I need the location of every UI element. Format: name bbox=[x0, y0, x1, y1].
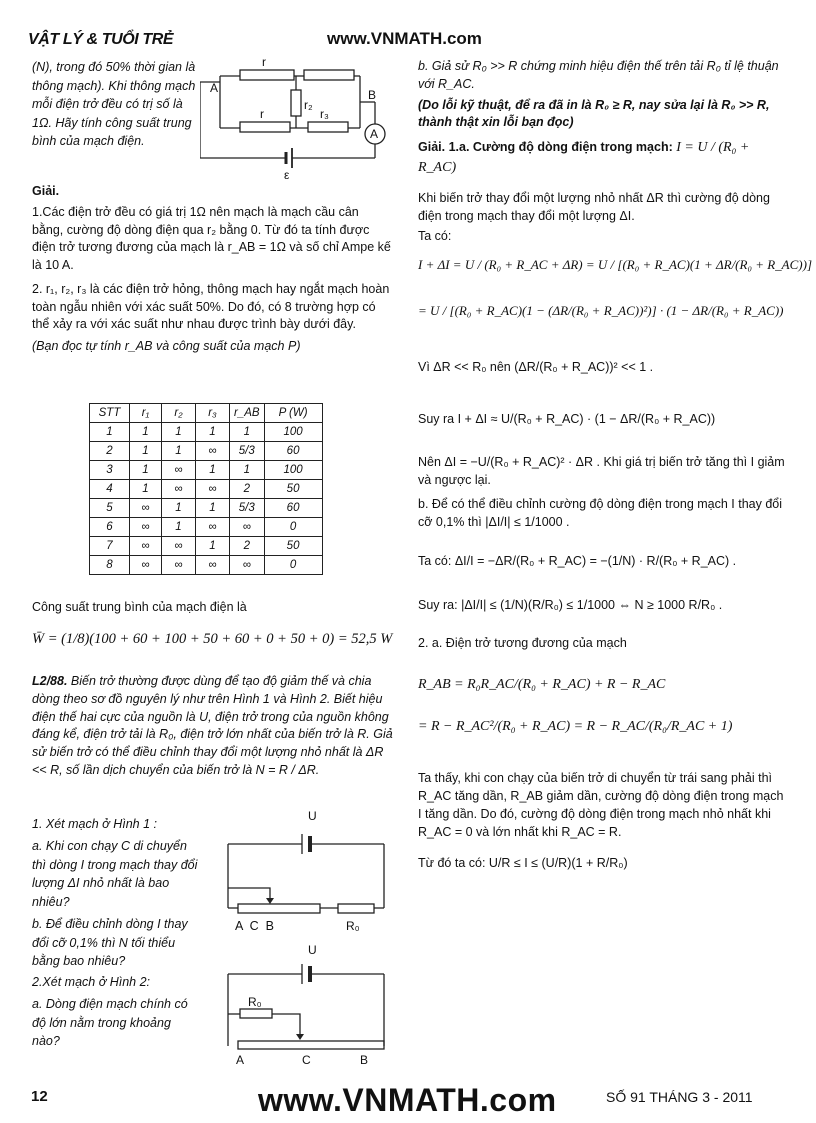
table-cell: 7 bbox=[90, 537, 130, 556]
ammeter-label: A bbox=[370, 127, 379, 141]
eq-approx: Suy ra I + ΔI ≈ U/(R₀ + R_AC) · (1 − ΔR/(R₀ + R_AC)) bbox=[418, 411, 716, 426]
table-cell: ∞ bbox=[196, 442, 230, 461]
fig1-rheostat bbox=[238, 904, 320, 913]
fig2-R0-label: R₀ bbox=[248, 995, 262, 1009]
left-solution bbox=[32, 183, 392, 359]
fig2-rheostat bbox=[238, 1041, 384, 1049]
delta-explanation: Khi biến trở thay đổi một lượng nhỏ nhất ΔR thì cường độ dòng điện trong mạch thay đổi một lượng ΔI. bbox=[418, 190, 770, 223]
fig2-load-resistor bbox=[240, 1009, 272, 1018]
table-cell: ∞ bbox=[130, 518, 162, 537]
errata-note: (Do lỗi kỹ thuật, để ra đã in là R₀ ≥ R, nay sửa lại là R₀ >> R, thành thật xin lỗi bạn đọc) bbox=[418, 97, 770, 130]
intro-text: (N), trong đó 50% thời gian là thông mạch). Khi thông mạch mỗi điện trở đều có trị số là 1Ω. Hãy tính công suất trung bình của mạch điện. bbox=[32, 60, 196, 148]
table-row bbox=[90, 461, 323, 480]
fig1-U-label: U bbox=[308, 809, 317, 823]
table-cell: 5/3 bbox=[230, 442, 265, 461]
eq-RAB-2: = R − R_AC²/(R₀ + R_AC) = R − R_AC/(R₀/R_AC + 1) bbox=[418, 718, 733, 734]
fig1-R0-label: R₀ bbox=[346, 919, 360, 933]
analysis-text: Ta thấy, khi con chạy của biến trở di chuyển từ trái sang phải thì R_AC tăng dần, R_AB giảm dần, cường độ dòng điện trong mạch I tăng dần. Do đó, cường độ dòng điện trong mạch nhỏ nhất khi R_AC = 0 và lớn nhất khi R_AC = R. bbox=[418, 771, 784, 839]
table-row bbox=[90, 537, 323, 556]
table-cell: 50 bbox=[264, 480, 322, 499]
table-cell: 2 bbox=[90, 442, 130, 461]
table-cell: ∞ bbox=[130, 537, 162, 556]
table-cell: 1 bbox=[90, 423, 130, 442]
table-cell: 1 bbox=[196, 537, 230, 556]
table-cell: 2 bbox=[230, 537, 265, 556]
site-url-header[interactable]: www.VNMATH.com bbox=[327, 29, 482, 48]
average-power-block bbox=[32, 599, 392, 655]
resistor-r-label: r bbox=[262, 55, 266, 69]
site-url-footer[interactable]: www.VNMATH.com bbox=[258, 1082, 557, 1118]
page-number: 12 bbox=[31, 1088, 48, 1105]
table-cell: 100 bbox=[264, 461, 322, 480]
table-cell: 1 bbox=[162, 499, 196, 518]
questions-fig1 bbox=[32, 816, 202, 1054]
table-cell: 1 bbox=[130, 480, 162, 499]
table-cell: 1 bbox=[130, 423, 162, 442]
col-header: r_AB bbox=[230, 404, 265, 423]
table-cell: 1 bbox=[230, 461, 265, 480]
fig2-U-label: U bbox=[308, 943, 317, 957]
reader-note: (Bạn đọc tự tính r_AB và công suất của mạch P) bbox=[32, 339, 301, 353]
fig1-load-resistor bbox=[338, 904, 374, 913]
question-1: 1. Xét mạch ở Hình 1 : bbox=[32, 817, 157, 831]
col-header: STT bbox=[90, 404, 130, 423]
eq-ratio: Ta có: ΔI/I = −ΔR/(R₀ + R_AC) = −(1/N) · R/(R₀ + R_AC) . bbox=[418, 554, 737, 569]
table-cell: ∞ bbox=[162, 556, 196, 575]
node-B-label: B bbox=[368, 88, 377, 102]
resistor-r3-label: r₃ bbox=[320, 107, 329, 121]
part-2a: 2. a. Điện trở tương đương của mạch bbox=[418, 635, 627, 650]
table-cell: 6 bbox=[90, 518, 130, 537]
question-2: 2.Xét mạch ở Hình 2: bbox=[32, 975, 151, 989]
problem-L2 bbox=[32, 673, 394, 783]
right-column bbox=[418, 58, 813, 876]
average-power-text: Công suất trung bình của mạch điện là bbox=[32, 600, 247, 614]
taco-label: Ta có: bbox=[418, 229, 452, 244]
probability-table bbox=[89, 403, 323, 575]
table-cell: 5 bbox=[90, 499, 130, 518]
table-cell: 0 bbox=[264, 556, 322, 575]
table-cell: 1 bbox=[162, 423, 196, 442]
resistor-r2 bbox=[291, 90, 301, 116]
question-2b: b. Giả sử R₀ >> R chứng minh hiệu điện thế trên tải R₀ tỉ lệ thuận với R_AC. bbox=[418, 59, 779, 91]
table-cell: 1 bbox=[162, 518, 196, 537]
question-2a: a. Dòng điện mạch chính có độ lớn nằm trong khoảng nào? bbox=[32, 996, 188, 1049]
resistor-r-top bbox=[240, 70, 294, 80]
table-cell: ∞ bbox=[230, 518, 265, 537]
table-row bbox=[90, 442, 323, 461]
eq-current: I = U / (R₀ + R_AC) bbox=[418, 140, 750, 175]
table-cell: ∞ bbox=[162, 461, 196, 480]
final-inequality: Từ đó ta có: U/R ≤ I ≤ (U/R)(1 + R/R₀) bbox=[418, 856, 628, 871]
eq-delta-I: Nên ΔI = −U/(R₀ + R_AC)² · ΔR . Khi giá trị biến trở tăng thì I giảm và ngược lại. bbox=[418, 455, 785, 488]
question-1b: b. Để điều chỉnh dòng I thay đổi cỡ 0,1% thì N tối thiểu bằng bao nhiêu? bbox=[32, 916, 188, 969]
magazine-brand: VẬT LÝ & TUỔI TRẺ bbox=[28, 31, 174, 48]
table-cell: 1 bbox=[196, 461, 230, 480]
table-cell: ∞ bbox=[196, 556, 230, 575]
table-cell: 1 bbox=[196, 499, 230, 518]
fig2-B-label: B bbox=[360, 1053, 369, 1067]
table-cell: 60 bbox=[264, 499, 322, 518]
col-header: P (W) bbox=[264, 404, 322, 423]
table-cell: 1 bbox=[196, 423, 230, 442]
table-cell: 8 bbox=[90, 556, 130, 575]
solution-heading: Giải. bbox=[32, 184, 60, 198]
problem-text: Biến trở thường được dùng để tạo độ giảm thế và chia dòng theo sơ đồ nguyên lý như trên Hình 1 và Hình 2. Biết hiệu điện thế hai cực của nguồn là U, điện trở trong của nguồn không đáng kể, điện trở tải là R₀, điện trở lớn nhất của biến trở là R. Giả sử biến trở có thể điều chỉnh thay đổi một lượng nhỏ nhất là ΔR << R, số lần dịch chuyển của biến trở là N = R / ΔR. bbox=[32, 674, 393, 777]
table-cell: ∞ bbox=[196, 480, 230, 499]
table-cell: 4 bbox=[90, 480, 130, 499]
table-cell: ∞ bbox=[130, 556, 162, 575]
table-cell: 1 bbox=[230, 423, 265, 442]
table-cell: 60 bbox=[264, 442, 322, 461]
figure-1-circuit bbox=[220, 806, 395, 936]
part-1b: b. Để có thể điều chỉnh cường độ dòng điện trong mạch I thay đổi cỡ 0,1% thì |ΔI/I| ≤ 1/1000 . bbox=[418, 496, 783, 529]
table-cell: ∞ bbox=[162, 480, 196, 499]
table-cell: 0 bbox=[264, 518, 322, 537]
node-A-label: A bbox=[210, 81, 219, 95]
col-header: r₁ bbox=[130, 404, 162, 423]
table-cell: ∞ bbox=[196, 518, 230, 537]
average-power-formula: W̄ = (1/8)(100 + 60 + 100 + 50 + 60 + 0 + 50 + 0) = 52,5 W bbox=[32, 630, 393, 647]
eq-expansion-1: I + ΔI = U / (R₀ + R_AC + ΔR) = U / [(R₀ + R_AC)(1 + ΔR/(R₀ + R_AC))] bbox=[418, 257, 813, 272]
issue-label: SỐ 91 THÁNG 3 - 2011 bbox=[606, 1089, 753, 1105]
emf-label: ε bbox=[284, 168, 290, 182]
table-row bbox=[90, 518, 323, 537]
table-cell: 3 bbox=[90, 461, 130, 480]
solution-part2: 2. r₁, r₂, r₃ là các điện trở hỏng, thông mạch hay ngắt mạch hoàn toàn ngẫu nhiên với xác suất 50%. Do đó, có 8 trường hợp có thể xảy ra với xác suất như nhau được trình bày dưới đây. bbox=[32, 281, 390, 332]
table-row bbox=[90, 480, 323, 499]
problem-label: L2/88. bbox=[32, 674, 68, 688]
col-header: r₃ bbox=[196, 404, 230, 423]
table-cell: 50 bbox=[264, 537, 322, 556]
fig1-node-labels: A C B bbox=[235, 919, 274, 933]
eq-N-bound: Suy ra: |ΔI/I| ≤ (1/N)(R/R₀) ≤ 1/1000 ⇔ N ≥ 1000 R/R₀ . bbox=[418, 598, 723, 613]
solution-label: Giải. 1.a. Cường độ dòng điện trong mạch: bbox=[418, 140, 673, 154]
question-1a: a. Khi con chạy C di chuyển thì dòng I trong mạch thay đổi lượng ΔI nhỏ nhất là bao nhiêu? bbox=[32, 838, 198, 909]
table-cell: 2 bbox=[230, 480, 265, 499]
intro-block bbox=[32, 58, 204, 154]
resistor-r-bottom-label: r bbox=[260, 107, 264, 121]
table-cell: 1 bbox=[130, 461, 162, 480]
table-row bbox=[90, 556, 323, 575]
approximation-note: Vì ΔR << R₀ nên (ΔR/(R₀ + R_AC))² << 1 . bbox=[418, 359, 654, 374]
table-cell: ∞ bbox=[230, 556, 265, 575]
table-cell: ∞ bbox=[130, 499, 162, 518]
table-cell: 1 bbox=[130, 442, 162, 461]
table-cell: 1 bbox=[162, 442, 196, 461]
probability-table-wrap bbox=[89, 403, 323, 575]
bridge-circuit-diagram bbox=[200, 52, 400, 182]
fig2-A-label: A bbox=[236, 1053, 245, 1067]
resistor-r2-label: r₂ bbox=[304, 98, 313, 112]
table-cell: 100 bbox=[264, 423, 322, 442]
solution-part1: 1.Các điện trở đều có giá trị 1Ω nên mạch là mạch cầu cân bằng, cường độ dòng điện qua r₂ bằng 0. Từ đó ta tính được điện trở tương đương của mạch là r_AB = 1Ω và số chỉ Ampe kế là 10 A. bbox=[32, 204, 391, 272]
eq-expansion-2: = U / [(R₀ + R_AC)(1 − (ΔR/(R₀ + R_AC))²)] · (1 − ΔR/(R₀ + R_AC)) bbox=[418, 303, 784, 319]
figure-2-circuit bbox=[220, 938, 395, 1068]
col-header: r₂ bbox=[162, 404, 196, 423]
table-cell: ∞ bbox=[162, 537, 196, 556]
table-row bbox=[90, 423, 323, 442]
fig2-C-label: C bbox=[302, 1053, 311, 1067]
eq-RAB-1: R_AB = R₀R_AC/(R₀ + R_AC) + R − R_AC bbox=[418, 676, 666, 692]
table-cell: 5/3 bbox=[230, 499, 265, 518]
table-row bbox=[90, 499, 323, 518]
